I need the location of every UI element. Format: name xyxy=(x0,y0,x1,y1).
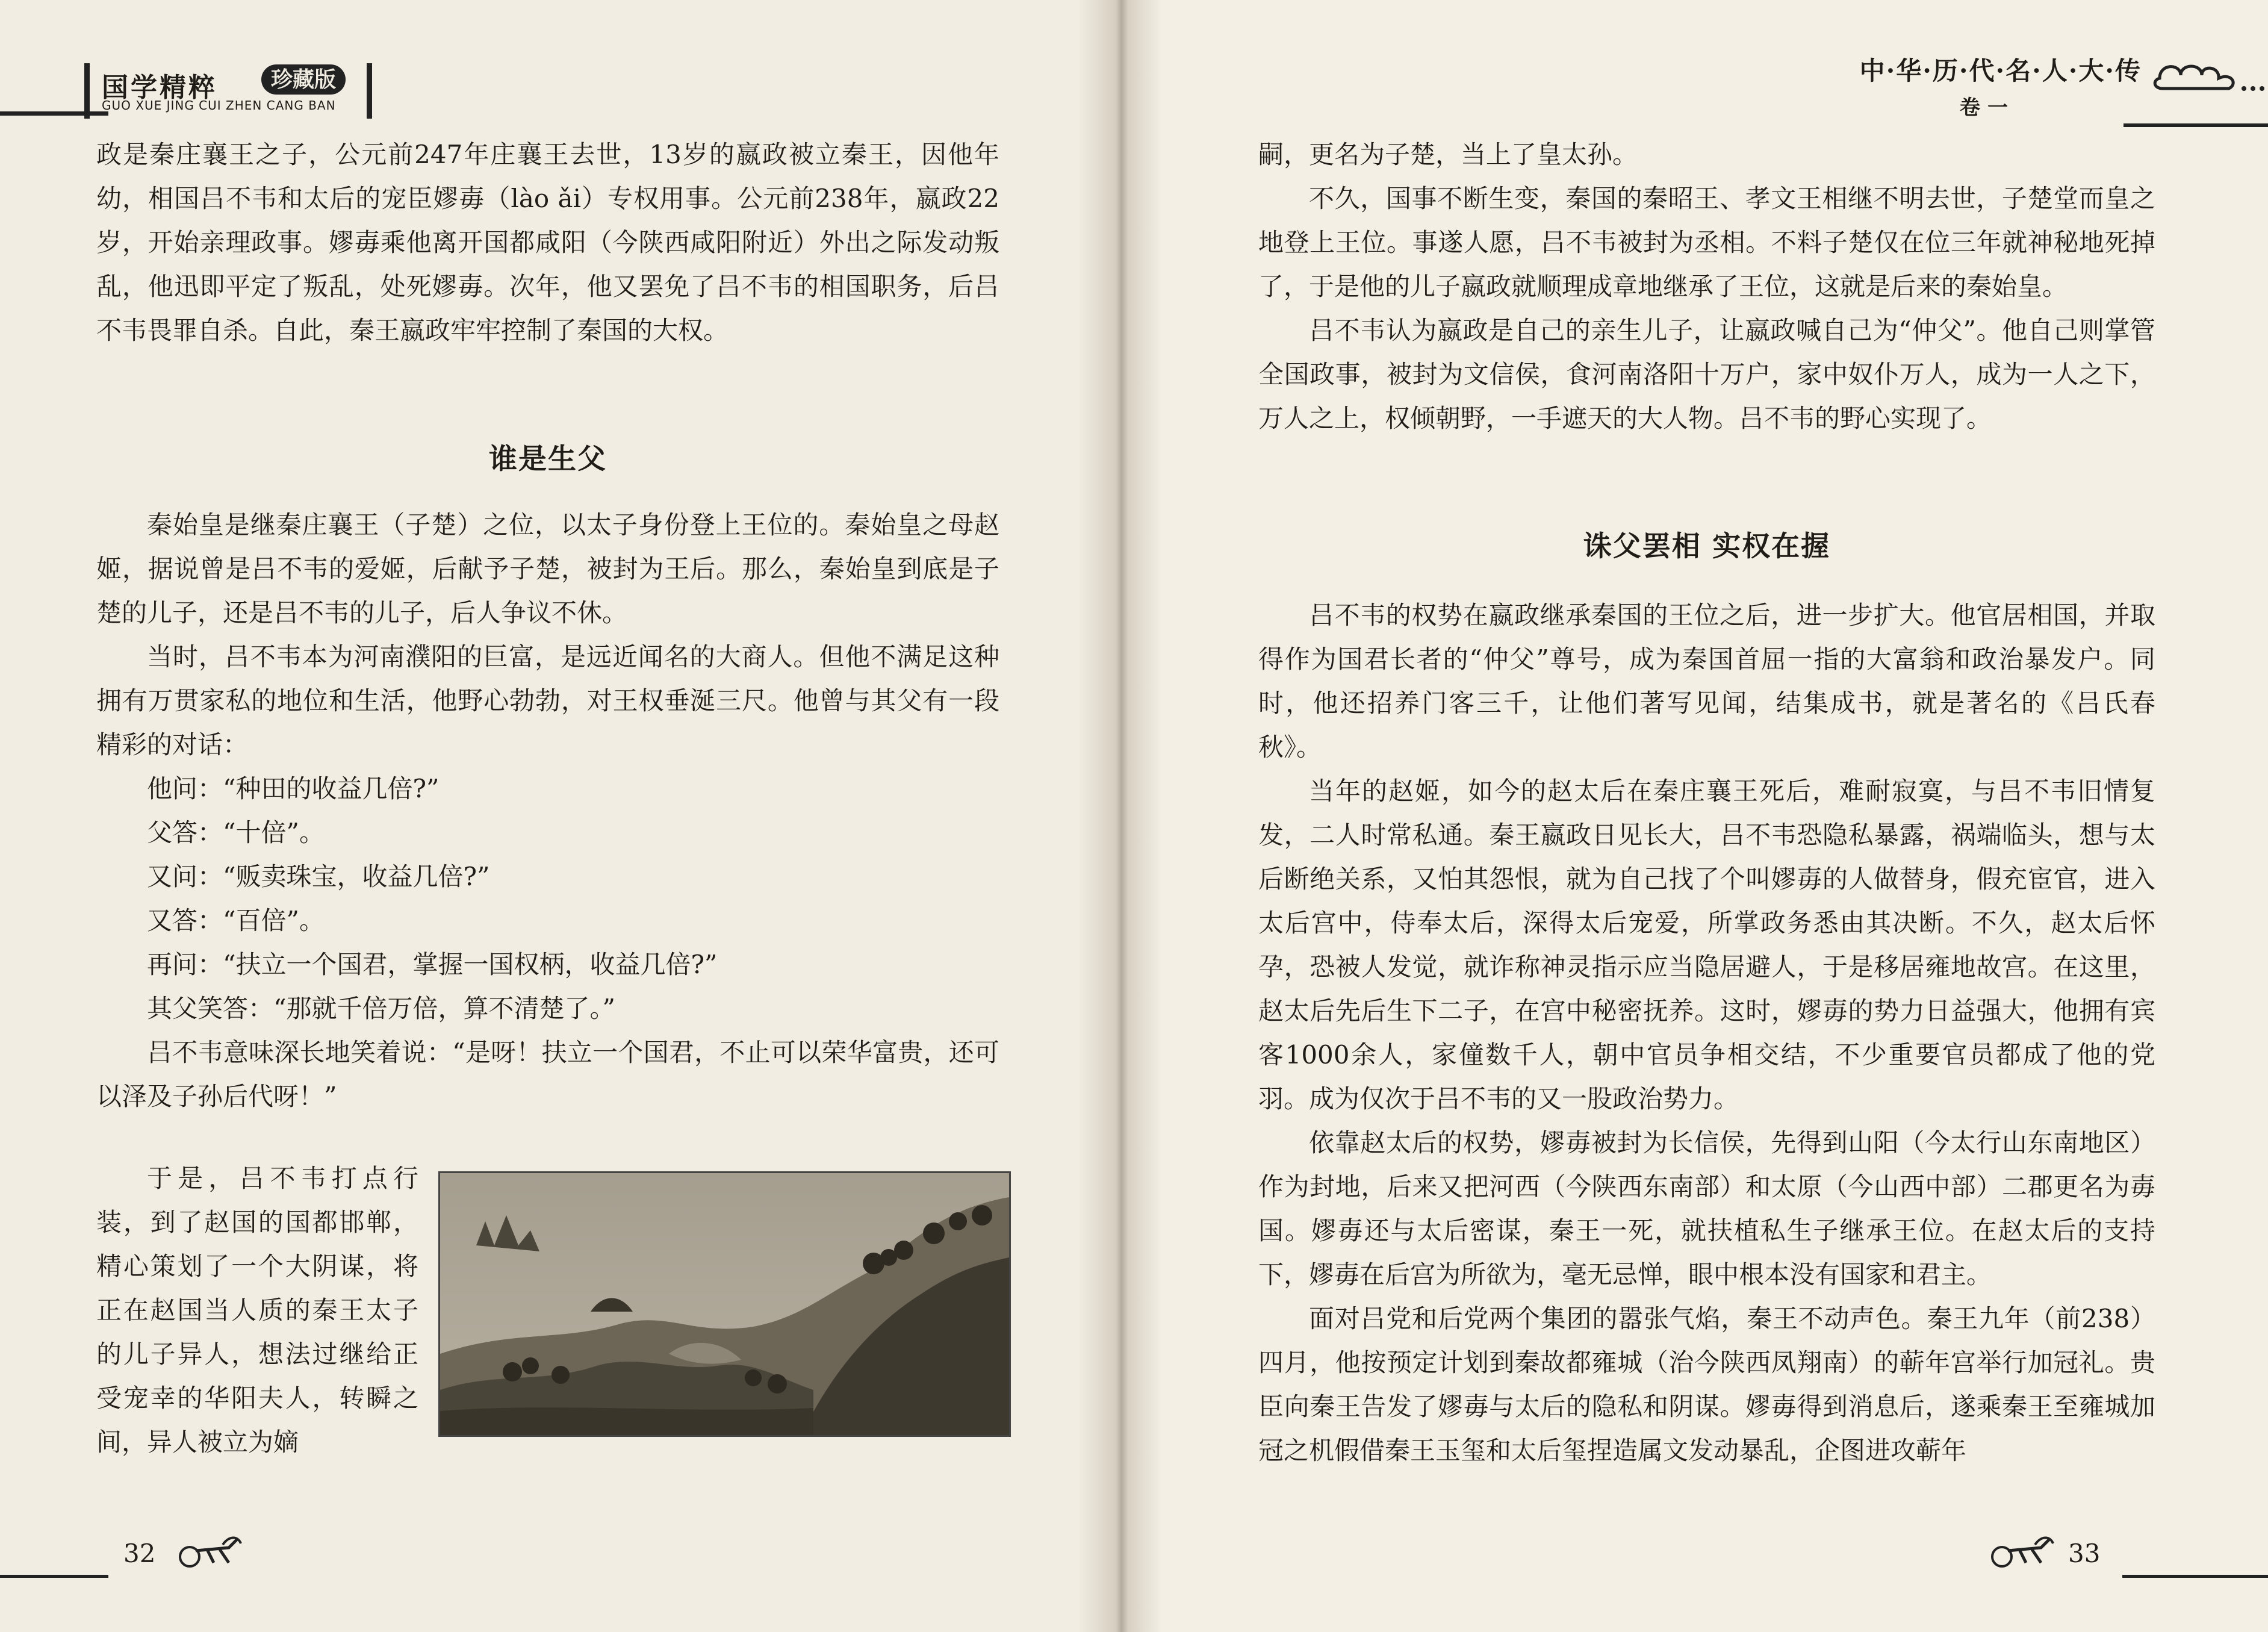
page-number: 33 xyxy=(2068,1539,2101,1568)
left-running-header xyxy=(0,63,385,123)
chariot-ornament-icon xyxy=(1984,1533,2056,1569)
header-rule xyxy=(2124,123,2268,127)
paragraph: 依靠赵太后的权势，嫪毐被封为长信侯，先得到山阳（今太行山东南地区）作为封地，后来又把河西（今陕西东南部）和太原（今山西中部）二郡更名为毐国。嫪毐还与太后密谋，秦王一死，就扶植私生子继承王位。在赵太后的支持下，嫪毐在后宫为所欲为，毫无忌惮，眼中根本没有国家和君主。 xyxy=(1258,1128,2155,1289)
footer-rule xyxy=(0,1575,108,1578)
dialogue-line: 再问：“扶立一个国君，掌握一国权柄，收益几倍?” xyxy=(147,950,718,979)
right-running-header xyxy=(1774,51,2268,135)
footer-rule xyxy=(2122,1575,2268,1578)
paragraph: 当年的赵姬，如今的赵太后在秦庄襄王死后，难耐寂寞，与吕不韦旧情复发，二人时常私通。秦王嬴政日见长大，吕不韦恐隐私暴露，祸端临头，想与太后断绝关系，又怕其怨恨，就为自己找了个叫嫪毐的人做替身，假充宦官，进入太后宫中，侍奉太后，深得太后宠爱，所掌政务悉由其决断。不久，赵太后怀孕，恐被人发觉，就诈称神灵指示应当隐居避人，于是移居雍地故宫。在这里，赵太后先后生下二子，在宫中秘密抚养。这时，嫪毐的势力日益强大，他拥有宾客1000余人，家僮数千人，朝中官员争相交结，不少重要官员都成了他的党羽。成为仅次于吕不韦的又一股政治势力。 xyxy=(1258,776,2155,1113)
paragraph: 政是秦庄襄王之子，公元前247年庄襄王去世，13岁的嬴政被立秦王，因他年幼，相国吕不韦和太后的宠臣嫪毐（lào ǎi）专权用事。公元前238年，嬴政22岁，开始亲理政事。嫪毐乘他离开国都咸阳（今陕西咸阳附近）外出之际发动叛乱，他迅即平定了叛乱，处死嫪毐。次年，他又罢免了吕不韦的相国职务，后吕不韦畏罪自杀。自此，秦王嬴政牢牢控制了秦国的大权。 xyxy=(96,140,999,345)
left-side-text xyxy=(96,1156,418,1464)
series-title: 中·华·历·代·名·人·大·传 xyxy=(1859,56,2142,86)
series-pinyin: GUO XUE JING CUI ZHEN CANG BAN xyxy=(102,98,336,113)
paragraph: 吕不韦意味深长地笑着说：“是呀！扶立一个国君，不止可以荣华富贵，还可以泽及子孙后代呀！” xyxy=(96,1038,999,1111)
dialogue-line: 又问：“贩卖珠宝，收益几倍?” xyxy=(147,862,490,891)
paragraph: 嗣，更名为子楚，当上了皇太孙。 xyxy=(1258,140,1638,169)
paragraph: 不久，国事不断生变，秦国的秦昭王、孝文王相继不明去世，子楚堂而皇之地登上王位。事遂人愿，吕不韦被封为丞相。不料子楚仅在位三年就神秘地死掉了，于是他的儿子嬴政就顺理成章地继承了王位，这就是后来的秦始皇。 xyxy=(1258,184,2155,301)
landscape-painting-illustration xyxy=(440,1173,1009,1435)
section-heading: 诛父罢相 实权在握 xyxy=(1583,530,1831,563)
dialogue-line: 其父笑答：“那就千倍万倍，算不清楚了。” xyxy=(147,994,615,1023)
left-page xyxy=(0,0,1117,1632)
left-main-text xyxy=(96,503,999,1118)
paragraph: 于是，吕不韦打点行装，到了赵国的国都邯郸，精心策划了一个大阴谋，将正在赵国当人质的秦王太子的儿子异人，想法过继给正受宠幸的华阳夫人，转瞬之间，异人被立为嫡 xyxy=(96,1163,418,1457)
paragraph: 当时，吕不韦本为河南濮阳的巨富，是远近闻名的大商人。但他不满足这种拥有万贯家私的地位和生活，他野心勃勃，对王权垂涎三尺。他曾与其父有一段精彩的对话： xyxy=(96,642,999,759)
section-heading: 谁是生父 xyxy=(489,443,607,476)
right-top-text xyxy=(1258,132,2155,440)
landscape-painting-image xyxy=(438,1171,1011,1437)
edition-badge: 珍藏版 xyxy=(261,64,346,95)
paragraph: 秦始皇是继秦庄襄王（子楚）之位，以太子身份登上王位的。秦始皇之母赵姬，据说曾是吕不韦的爱姬，后献予子楚，被封为王后。那么，秦始皇到底是子楚的儿子，还是吕不韦的儿子，后人争议不休。 xyxy=(96,510,999,628)
dialogue-line: 又答：“百倍”。 xyxy=(147,906,325,935)
volume-label: 卷一 xyxy=(1960,96,2015,120)
left-top-text xyxy=(96,132,999,352)
series-title: 国学精粹 xyxy=(102,72,217,103)
paragraph: 吕不韦的权势在嬴政继承秦国的王位之后，进一步扩大。他官居相国，并取得作为国君长者的“仲父”尊号，成为秦国首屈一指的大富翁和政治暴发户。同时，他还招养门客三千，让他们著写见闻，结集成书，就是著名的《吕氏春秋》。 xyxy=(1258,600,2155,762)
right-page xyxy=(1117,0,2268,1632)
dialogue-line: 父答：“十倍”。 xyxy=(147,818,325,847)
series-title-box xyxy=(84,63,372,119)
page-number: 32 xyxy=(123,1539,156,1568)
dialogue-line: 他问：“种田的收益几倍?” xyxy=(147,774,440,803)
chariot-ornament-icon xyxy=(172,1533,244,1569)
paragraph: 吕不韦认为嬴政是自己的亲生儿子，让嬴政喊自己为“仲父”。他自己则掌管全国政事，被封为文信侯，食河南洛阳十万户，家中奴仆万人，成为一人之下，万人之上，权倾朝野，一手遮天的大人物。吕不韦的野心实现了。 xyxy=(1258,316,2155,433)
right-main-text xyxy=(1258,593,2155,1472)
paragraph: 面对吕党和后党两个集团的嚣张气焰，秦王不动声色。秦王九年（前238）四月，他按预定计划到秦故都雍城（治今陕西凤翔南）的蕲年宫举行加冠礼。贵臣向秦王告发了嫪毐与太后的隐私和阴谋。嫪毐得到消息后，遂乘秦王至雍城加冠之机假借秦王玉玺和太后玺捏造属文发动暴乱，企图进攻蕲年 xyxy=(1258,1304,2155,1465)
cloud-ornament-icon xyxy=(2148,51,2268,99)
